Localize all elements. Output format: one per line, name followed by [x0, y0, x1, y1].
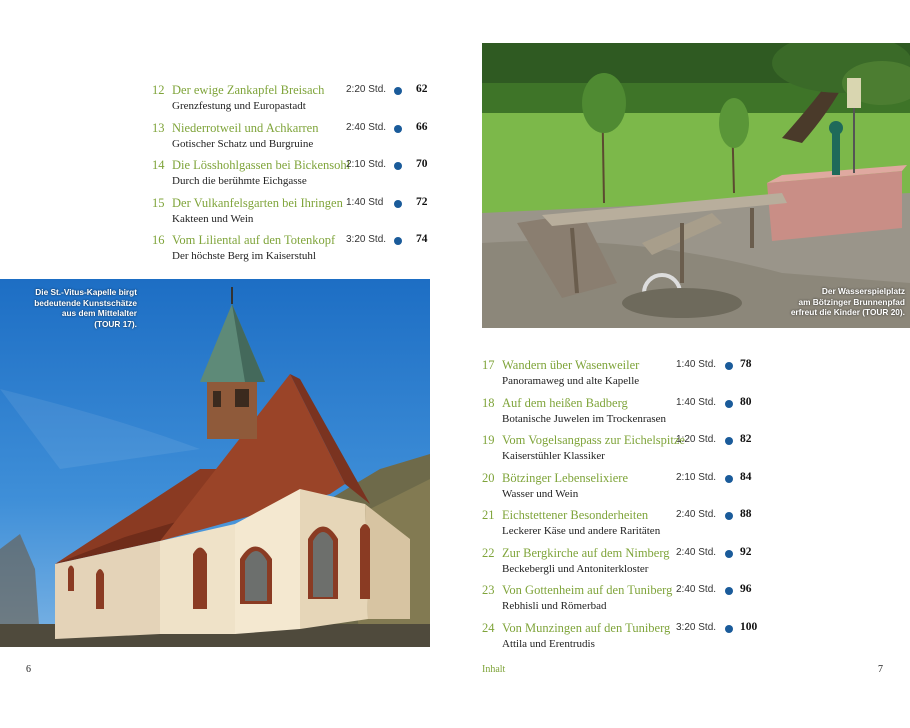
toc-entry-duration: 1:40 Std — [346, 196, 384, 208]
page-number-left: 6 — [26, 664, 31, 675]
toc-entry-page: 92 — [740, 545, 752, 558]
toc-entry-subtitle: Attila und Erentrudis — [502, 637, 595, 650]
toc-entry-subtitle: Kakteen und Wein — [172, 212, 254, 225]
toc-entry-number: 19 — [482, 433, 495, 447]
section-label: Inhalt — [482, 664, 506, 675]
toc-entry-subtitle: Panoramaweg und alte Kapelle — [502, 375, 640, 387]
toc-entry-subtitle: Wasser und Wein — [502, 487, 579, 500]
toc-entry-title: Der Vulkanfelsgarten bei Ihringen — [172, 195, 343, 210]
chapel-caption — [0, 287, 137, 329]
toc-entry-subtitle: Rebhisli und Römerbad — [502, 600, 607, 612]
toc-entry-title: Der ewige Zankapfel Breisach — [172, 83, 325, 97]
bullet-dot-icon — [394, 162, 402, 170]
toc-entry-page: 74 — [416, 233, 428, 245]
toc-entry[interactable] — [482, 583, 762, 621]
toc-entry[interactable] — [482, 358, 762, 396]
toc-entry-page: 62 — [416, 83, 428, 95]
toc-entry-title: Wandern über Wasenweiler — [502, 358, 640, 372]
toc-entry-subtitle: Botanische Juwelen im Trockenrasen — [502, 412, 667, 425]
bullet-dot-icon — [725, 550, 733, 558]
bullet-dot-icon — [394, 125, 402, 133]
toc-entry[interactable] — [482, 396, 762, 434]
bullet-dot-icon — [725, 587, 733, 595]
toc-entry-title: Von Munzingen auf den Tuniberg — [502, 620, 671, 635]
toc-entry-subtitle: Beckebergli und Antoniterkloster — [502, 562, 649, 575]
chapel-photo — [0, 279, 430, 647]
toc-entry-number: 12 — [152, 83, 165, 97]
toc-entry-duration: 2:40 Std. — [346, 121, 387, 133]
toc-entry-duration: 2:10 Std. — [346, 159, 387, 170]
toc-entry-title: Vom Vogelsangpass zur Eichelspitze — [502, 433, 685, 447]
toc-entry-page: 78 — [740, 358, 752, 370]
toc-entry-duration: 3:20 Std. — [346, 234, 387, 245]
toc-entry-number: 15 — [152, 195, 165, 210]
bullet-dot-icon — [725, 512, 733, 520]
toc-entry-subtitle: Durch die berühmte Eichgasse — [172, 175, 307, 187]
toc-right — [482, 358, 762, 658]
toc-entry[interactable] — [482, 433, 762, 471]
toc-entry-number: 17 — [482, 358, 495, 372]
toc-entry-title: Die Lösshohlgassen bei Bickensohl — [172, 158, 351, 172]
toc-entry[interactable] — [152, 158, 432, 196]
toc-entry-page: 72 — [416, 195, 428, 208]
toc-entry-page: 100 — [740, 620, 758, 633]
bullet-dot-icon — [725, 437, 733, 445]
chapel-illustration — [0, 279, 430, 647]
toc-entry-title: Von Gottenheim auf den Tuniberg — [502, 583, 673, 597]
chapel-caption-line: bedeutende Kunstschätze — [34, 297, 137, 308]
toc-entry-title: Auf dem heißen Badberg — [502, 395, 628, 410]
toc-entry-subtitle: Der höchste Berg im Kaiserstuhl — [172, 250, 316, 262]
page-number-right: 7 — [878, 664, 883, 675]
toc-entry-duration: 1:40 Std. — [676, 359, 717, 370]
toc-entry-title: Zur Bergkirche auf dem Nimberg — [502, 545, 670, 560]
toc-entry-page: 66 — [416, 120, 428, 133]
toc-entry-duration: 2:40 Std. — [676, 509, 717, 520]
toc-entry[interactable] — [152, 121, 432, 159]
toc-entry-duration: 3:20 Std. — [676, 621, 717, 633]
chapel-caption-line: (TOUR 17). — [94, 318, 137, 329]
toc-entry-duration: 2:10 Std. — [676, 471, 717, 483]
toc-entry-page: 84 — [740, 470, 752, 483]
toc-entry[interactable] — [482, 508, 762, 546]
chapel-caption-line: aus dem Mittelalter — [61, 308, 137, 318]
toc-entry[interactable] — [152, 83, 432, 121]
toc-entry-page: 82 — [740, 433, 752, 445]
toc-entry-number: 20 — [482, 470, 495, 485]
toc-entry-number: 18 — [482, 395, 495, 410]
toc-entry-title: Vom Liliental auf den Totenkopf — [172, 233, 336, 247]
playground-caption — [765, 286, 905, 318]
playground-caption-line: Der Wasserspielplatz — [821, 286, 905, 296]
bullet-dot-icon — [394, 87, 402, 95]
toc-entry-duration: 2:40 Std. — [676, 584, 717, 595]
toc-entry[interactable] — [152, 196, 432, 234]
toc-entry-number: 21 — [482, 508, 495, 522]
bullet-dot-icon — [725, 475, 733, 483]
toc-entry-duration: 1:40 Std. — [676, 396, 717, 408]
toc-entry-number: 24 — [482, 620, 495, 635]
toc-entry-page: 70 — [416, 158, 428, 170]
toc-entry-page: 96 — [740, 583, 752, 595]
toc-entry-subtitle: Kaiserstühler Klassiker — [502, 450, 605, 462]
toc-entry-title: Bötzinger Lebenselixiere — [502, 470, 628, 485]
toc-entry[interactable] — [152, 233, 432, 271]
toc-entry[interactable] — [482, 621, 762, 659]
toc-entry-subtitle: Leckerer Käse und andere Raritäten — [502, 525, 661, 537]
toc-entry-subtitle: Gotischer Schatz und Burgruine — [172, 137, 314, 150]
bullet-dot-icon — [394, 237, 402, 245]
toc-entry-title: Eichstettener Besonderheiten — [502, 508, 649, 522]
toc-entry-duration: 1:20 Std. — [676, 434, 717, 445]
toc-entry-number: 23 — [482, 583, 495, 597]
playground-caption-line: erfreut die Kinder (TOUR 20). — [790, 307, 905, 317]
toc-entry-subtitle: Grenzfestung und Europastadt — [172, 100, 306, 112]
toc-entry-duration: 2:40 Std. — [676, 546, 717, 558]
toc-entry-number: 13 — [152, 120, 165, 135]
toc-entry-page: 88 — [740, 508, 752, 520]
playground-caption-line: am Bötzinger Brunnenpfad — [798, 296, 905, 307]
toc-entry[interactable] — [482, 471, 762, 509]
toc-entry-number: 14 — [152, 158, 165, 172]
toc-entry[interactable] — [482, 546, 762, 584]
toc-left — [152, 83, 432, 271]
toc-entry-number: 16 — [152, 233, 165, 247]
chapel-caption-line: Die St.-Vitus-Kapelle birgt — [35, 287, 137, 297]
bullet-dot-icon — [725, 400, 733, 408]
toc-entry-number: 22 — [482, 545, 495, 560]
bullet-dot-icon — [725, 362, 733, 370]
toc-entry-page: 80 — [740, 395, 752, 408]
bullet-dot-icon — [394, 200, 402, 208]
toc-entry-title: Niederrotweil und Achkarren — [172, 120, 319, 135]
playground-photo — [482, 43, 910, 328]
bullet-dot-icon — [725, 625, 733, 633]
toc-entry-duration: 2:20 Std. — [346, 84, 387, 95]
